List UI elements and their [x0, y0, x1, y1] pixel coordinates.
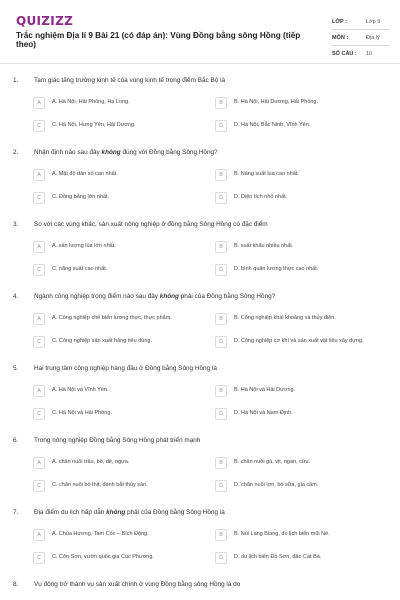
answer-grid	[0, 451, 400, 497]
answer-text: C. Công nghiệp sản xuất hàng tiêu dùng.	[52, 338, 152, 344]
answer-letter-box: D	[215, 408, 227, 420]
answer-letter-box: A	[33, 241, 45, 253]
question-number: 5.	[13, 364, 19, 372]
brand-logo: QUIZIZZ	[16, 14, 74, 28]
answer-option[interactable]	[215, 313, 397, 325]
answer-text: D. bình quân lương thực cao nhất.	[234, 266, 319, 272]
answer-option[interactable]	[215, 241, 397, 253]
answer-letter-box: B	[215, 457, 227, 469]
question-line	[0, 217, 400, 231]
question-emphasis: không	[159, 292, 179, 300]
document-header	[0, 0, 400, 62]
answer-row	[0, 330, 400, 353]
answer-option[interactable]	[33, 529, 215, 541]
answer-text: C. chăn nuôi bò thịt, đánh bắt thủy sản.	[52, 482, 148, 488]
answer-row	[0, 523, 400, 546]
answer-grid	[0, 163, 400, 209]
answer-text: A. Hà Nội, Hải Phòng, Hạ Long.	[52, 99, 130, 105]
answer-letter-box: C	[33, 264, 45, 276]
question-item	[0, 73, 400, 129]
question-text-part: phải của Đồng bằng Sông Hồng?	[178, 292, 276, 300]
answer-letter-box: B	[215, 169, 227, 181]
answer-letter-box: C	[33, 480, 45, 492]
question-item	[0, 217, 400, 273]
question-text	[26, 581, 240, 588]
question-number: 3.	[13, 220, 19, 228]
meta-row-subject	[332, 30, 390, 46]
question-text-part: Địa điểm du lịch hấp dẫn	[34, 508, 107, 516]
answer-text: A. Mật độ dân số cao nhất.	[52, 171, 118, 177]
answer-text: D. du lịch biển Đồ Sơn, đảo Cát Bà.	[234, 554, 322, 560]
answer-option[interactable]	[33, 169, 215, 181]
question-text-part: Hai trung tâm công nghiệp hàng đầu ở Đồng bằng Sông Hồng là	[34, 364, 217, 372]
meta-value: 10	[366, 50, 373, 57]
answer-option[interactable]	[33, 313, 215, 325]
answer-letter-box: B	[215, 97, 227, 109]
answer-option[interactable]	[215, 169, 397, 181]
question-item	[0, 361, 400, 417]
question-line	[0, 289, 400, 303]
answer-text: A. Công nghiệp chế biến lương thực, thực phẩm.	[52, 315, 172, 321]
answer-option[interactable]	[215, 457, 397, 469]
question-text	[26, 437, 200, 444]
question-text-part: Tam giác tăng trưởng kinh tế của vùng kinh tế trọng điểm Bắc Bộ là	[34, 76, 226, 84]
question-item	[0, 505, 400, 561]
answer-letter-box: D	[215, 192, 227, 204]
answer-row	[0, 258, 400, 281]
answer-grid	[0, 235, 400, 281]
answer-option[interactable]	[215, 264, 397, 276]
answer-option[interactable]	[33, 552, 215, 564]
answer-option[interactable]	[215, 480, 397, 492]
answer-row	[0, 402, 400, 425]
question-text	[26, 365, 217, 372]
answer-letter-box: A	[33, 385, 45, 397]
answer-option[interactable]	[33, 192, 215, 204]
question-number: 7.	[13, 508, 19, 516]
answer-letter-box: D	[215, 120, 227, 132]
question-text-part: Nhận định nào sau đây	[34, 148, 102, 156]
question-text-part: đúng với Đồng bằng Sông Hồng?	[120, 148, 218, 156]
answer-option[interactable]	[215, 385, 397, 397]
meta-key: SỐ CÂU :	[332, 50, 357, 57]
answer-text: C. Hà Nội, Hưng Yên, Hải Dương.	[52, 122, 136, 128]
answer-option[interactable]	[215, 120, 397, 132]
question-line	[0, 577, 400, 591]
meta-table	[332, 14, 390, 61]
answer-letter-box: A	[33, 457, 45, 469]
answer-option[interactable]	[215, 336, 397, 348]
answer-letter-box: D	[215, 480, 227, 492]
question-number: 6.	[13, 436, 19, 444]
answer-row	[0, 114, 400, 137]
answer-letter-box: C	[33, 192, 45, 204]
answer-text: C. Đồng bằng lớn nhất.	[52, 194, 110, 200]
answer-letter-box: A	[33, 313, 45, 325]
answer-text: B. Núi Lang Biang, du lịch biển mũi Né.	[234, 531, 330, 537]
answer-option[interactable]	[33, 457, 215, 469]
answer-row	[0, 163, 400, 186]
answer-text: B. Năng suất lúa cao nhất.	[234, 171, 299, 177]
answer-option[interactable]	[215, 97, 397, 109]
header-divider	[0, 63, 400, 64]
answer-text: A. Chùa Hương, Tam Cốc – Bích Động.	[52, 531, 149, 537]
answer-option[interactable]	[215, 552, 397, 564]
question-item	[0, 577, 400, 591]
meta-key: LỚP :	[332, 18, 347, 25]
answer-grid	[0, 379, 400, 425]
answer-letter-box: D	[215, 552, 227, 564]
question-item	[0, 145, 400, 201]
answer-grid	[0, 523, 400, 569]
answer-row	[0, 186, 400, 209]
question-line	[0, 433, 400, 447]
answer-grid	[0, 307, 400, 353]
question-emphasis: không	[106, 508, 126, 516]
answer-text: B. Hà Nội và Hải Dương.	[234, 387, 296, 393]
answer-option[interactable]	[215, 408, 397, 420]
meta-value: Lớp 9	[366, 18, 381, 25]
answer-letter-box: C	[33, 408, 45, 420]
question-text	[26, 149, 218, 156]
answer-text: D. Diện tích nhỏ nhất.	[234, 194, 288, 200]
question-emphasis: không	[101, 148, 121, 156]
question-text-part: Ngành công nghiệp trọng điểm nào sau đây	[34, 292, 160, 300]
answer-text: A. chăn nuôi trâu, bò, dê, ngựa.	[52, 459, 130, 465]
question-text	[26, 509, 225, 516]
answer-text: D. chăn nuôi lợn, bò sữa, gia cầm.	[234, 482, 319, 488]
answer-text: B. chăn nuôi gà, vịt, ngan, cừu.	[234, 459, 311, 465]
answer-row	[0, 91, 400, 114]
answer-letter-box: A	[33, 169, 45, 181]
question-line	[0, 145, 400, 159]
answer-row	[0, 546, 400, 569]
question-number: 4.	[13, 292, 19, 300]
answer-letter-box: D	[215, 264, 227, 276]
question-text-part: phải của Đồng bằng Sông Hồng là	[125, 508, 225, 516]
answer-row	[0, 451, 400, 474]
answer-text: B. Hà Nội, Hải Dương, Hải Phòng.	[234, 99, 319, 105]
answer-option[interactable]	[33, 408, 215, 420]
answer-grid	[0, 91, 400, 137]
answer-letter-box: D	[215, 336, 227, 348]
answer-letter-box: C	[33, 120, 45, 132]
meta-value: Địa lý	[366, 34, 380, 41]
answer-option[interactable]	[33, 97, 215, 109]
answer-text: A. sản lượng lúa lớn nhất.	[52, 243, 116, 249]
question-item	[0, 433, 400, 489]
answer-text: D. Công nghiệp cơ khí và sản xuất vật liệu xây dựng.	[234, 338, 364, 344]
answer-letter-box: B	[215, 529, 227, 541]
answer-letter-box: B	[215, 385, 227, 397]
question-number: 2.	[13, 148, 19, 156]
answer-option[interactable]	[33, 385, 215, 397]
answer-text: D. Hà Nội, Bắc Ninh, Vĩnh Yên.	[234, 122, 311, 128]
answer-letter-box: B	[215, 313, 227, 325]
question-text-part: So với các vùng khác, sản xuất nông nghiệp ở đồng bằng Sông Hồng có đặc điểm	[34, 220, 268, 228]
question-number: 8.	[13, 580, 19, 588]
answer-option[interactable]	[215, 529, 397, 541]
answer-option[interactable]	[33, 241, 215, 253]
answer-letter-box: B	[215, 241, 227, 253]
question-line	[0, 73, 400, 87]
answer-row	[0, 307, 400, 330]
page-title: Trắc nghiệm Địa lí 9 Bài 21 (có đáp án): Vùng Đồng bằng sông Hồng (tiếp theo)	[16, 31, 301, 49]
answer-text: C. Hà Nội và Hải Phòng.	[52, 410, 112, 416]
question-text-part: Vụ đông trở thành vụ sản xuất chính ở vùng Đồng bằng sông Hồng là do	[34, 580, 241, 588]
answer-text: D. Hà Nội và Nam Định.	[234, 410, 293, 416]
answer-text: A. Hà Nội và Vĩnh Yên.	[52, 387, 109, 393]
question-text	[26, 77, 225, 84]
answer-option[interactable]	[33, 120, 215, 132]
question-number: 1.	[13, 76, 19, 84]
answer-letter-box: C	[33, 336, 45, 348]
question-text	[26, 221, 268, 228]
answer-text: B. Công nghiệp khai khoáng và thủy điện.	[234, 315, 336, 321]
question-text-part: Trong nông nghiệp Đồng bằng Sông Hồng phát triển mạnh	[34, 436, 201, 444]
question-line	[0, 505, 400, 519]
answer-letter-box: A	[33, 97, 45, 109]
meta-row-class	[332, 14, 390, 30]
answer-letter-box: C	[33, 552, 45, 564]
answer-option[interactable]	[33, 480, 215, 492]
question-text	[26, 293, 275, 300]
answer-option[interactable]	[215, 192, 397, 204]
answer-text: C. Côn Sơn, vườn quốc gia Cúc Phương.	[52, 554, 154, 560]
answer-text: C. năng suất cao nhất.	[52, 266, 108, 272]
answer-option[interactable]	[33, 336, 215, 348]
answer-text: B. xuất khẩu nhiều nhất.	[234, 243, 294, 249]
answer-row	[0, 474, 400, 497]
question-line	[0, 361, 400, 375]
answer-row	[0, 379, 400, 402]
answer-option[interactable]	[33, 264, 215, 276]
meta-key: MÔN :	[332, 34, 349, 41]
answer-row	[0, 235, 400, 258]
question-item	[0, 289, 400, 345]
answer-letter-box: A	[33, 529, 45, 541]
meta-row-count	[332, 46, 390, 61]
